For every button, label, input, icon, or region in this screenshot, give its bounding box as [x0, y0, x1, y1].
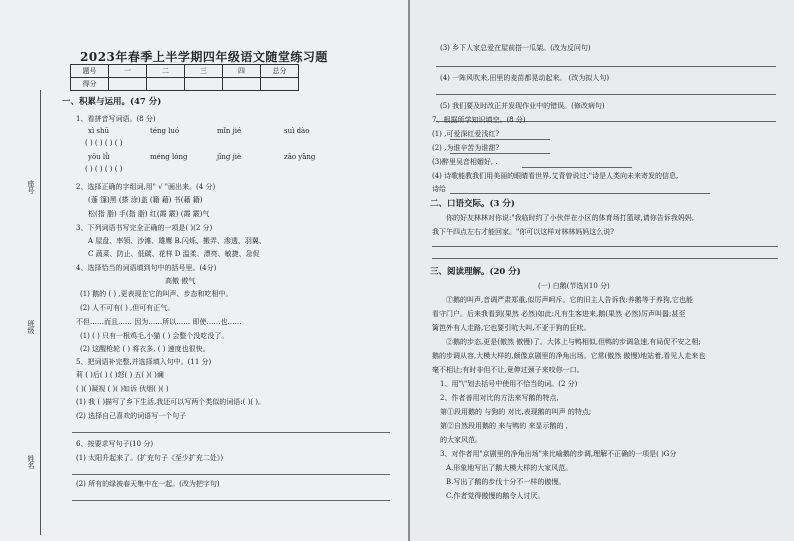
- section-3-heading: 三、阅读理解。(20 分): [430, 267, 521, 277]
- answer-line[interactable]: [436, 66, 776, 67]
- conjunction-choices: 不但……而且…… 因为……所以…… 即使……也……: [76, 318, 242, 326]
- answer-line[interactable]: [522, 167, 632, 168]
- answer-option[interactable]: A.形象地写出了鹅大模大样的大家风范。: [446, 464, 573, 472]
- question-4: 4、选择恰当的词语填到句中的括号里。(4分): [76, 264, 217, 272]
- question-3: 3、下列词语书写完全正确的一项是( )(2 分): [76, 224, 213, 232]
- score-row-label: 得分: [71, 78, 109, 91]
- question-2-row[interactable]: 松(指 脂) 手(指 脂) 红(霞 霰) (霞 霰)气: [88, 210, 210, 218]
- answer-line[interactable]: [436, 94, 776, 95]
- answer-line[interactable]: [432, 246, 778, 247]
- question-3-option: A 屋盘、率领、沙滩、雄鹰 B.闪烁、搬弄、渗透、羽翼、: [88, 237, 266, 245]
- pinyin: jīng jiè: [217, 153, 242, 161]
- idiom-row[interactable]: ( )( )凝视 ( )( )如诉 伙烟( )( ): [76, 385, 169, 393]
- poem-fill[interactable]: (3)醉里吴音相媚好, .: [432, 158, 498, 166]
- exam-title: 2023年春季上半学期四年级语文随堂练习题: [80, 50, 328, 64]
- poem-fill: (4) 诗歌能教我们用美丽的眼睛看世界,艾青曾说过:"诗是人类向未来寄发的信息,: [432, 172, 679, 180]
- question-6-2: (2) 所有的绿被春天集中在一起。(改为把字句): [76, 480, 220, 488]
- fill-sentence[interactable]: (1) 鹅的 ( ) ,更表现在它的叫声、步态和吃相中。: [80, 290, 233, 298]
- side-label-class: 班级: [27, 320, 35, 334]
- answer-line[interactable]: [72, 474, 390, 475]
- answer-line[interactable]: [72, 500, 390, 501]
- answer-line[interactable]: [450, 139, 550, 140]
- score-header-cell: 三: [185, 65, 223, 78]
- score-header-cell: 题号: [71, 65, 109, 78]
- pinyin: zāo yāng: [284, 153, 316, 161]
- answer-parens[interactable]: ( ) ( ) ( ) ( ): [85, 165, 123, 173]
- score-cell[interactable]: [147, 78, 185, 91]
- passage-line[interactable]: ②鹅的步态,更是(傲然 傲慢)了。大体上与鸭相似,但鸭的步调急速,有局促不安之相;: [446, 338, 701, 346]
- answer-line[interactable]: [432, 258, 778, 259]
- passage-line[interactable]: 看守门户。后来我看到(果然 必然)如此:凡有生客进来,鹅(果然 必然)厉声叫嚣;甚至: [432, 310, 686, 318]
- question-5: 5、把词语补完整,并选择填入句中。(11 分): [76, 358, 212, 366]
- right-page: [410, 0, 794, 541]
- pinyin: téng luó: [150, 127, 180, 135]
- pinyin: xì shū: [88, 127, 110, 135]
- reading-question-1: 1、用"\"划去括号中使用不恰当的词。(2 分): [440, 380, 578, 388]
- oral-prompt: 你的好友林林对你说:"我临时约了小伙伴在小区的体育场打篮球,请你告诉我妈妈,: [446, 214, 695, 222]
- question-7: 7、根据所学知识填空。(8 分): [432, 116, 526, 124]
- score-header-cell: 四: [223, 65, 261, 78]
- passage-line: 篱笆外有人走路,它也要引吭大叫,不亚于狗的狂吠。: [432, 324, 591, 332]
- pinyin: méng lóng: [150, 153, 188, 161]
- fill-sentence: (2) 选择自己喜欢的词语写一个句子: [76, 412, 187, 420]
- poem-fill[interactable]: (2) ,为谁辛苦为谁甜?: [432, 144, 500, 152]
- answer-line[interactable]: [450, 193, 710, 194]
- score-cell[interactable]: [185, 78, 223, 91]
- oral-prompt: 我下午四点左右才能回家。"你可以这样对林林妈妈这么说?: [432, 228, 614, 236]
- passage-line[interactable]: 鹅的步调从容,大模大样的,颇像京剧里的净角出场。它常(傲然 傲慢)地站着,看见人走来也: [432, 352, 706, 360]
- score-cell[interactable]: [109, 78, 147, 91]
- fill-sentence[interactable]: 的大家风范。: [440, 436, 482, 444]
- passage-title: (一) 白鹅(节选)(10 分): [538, 282, 610, 290]
- fill-sentence[interactable]: (1) 我 ( )描写了乡下生活,我还可以写两个类似的词语:( )( )。: [76, 398, 266, 406]
- answer-option[interactable]: C.作者觉得傲慢的鹅令人讨厌。: [446, 492, 545, 500]
- answer-parens[interactable]: ( ) ( ) ( ) ( ): [85, 139, 123, 147]
- passage-line: 毫不相让;有时非但不让,竟伸过颈子来咬你一口。: [432, 366, 584, 374]
- question-6-5: (5) 我们要及时改正并发现作业中的错误。(修改病句): [440, 102, 605, 110]
- question-3-option: C 蔬菜、防止、低碳、花样 D 温柔、漂亮、敏捷、急促: [88, 250, 260, 258]
- fill-sentence[interactable]: 第①段用鹅的 与狗的 对比,表现鹅的叫声 的特点;: [440, 408, 592, 416]
- idiom-row[interactable]: 莉 ( )后( ) ( )怒( ) 五( )( )斓: [76, 371, 164, 379]
- side-label-name: 姓名: [27, 455, 35, 469]
- word-choices: 高傲 傲气: [165, 277, 196, 285]
- question-2: 2、选择正确的字组词,用" √ "画出来。(4 分): [76, 183, 216, 191]
- score-table: [70, 64, 299, 91]
- fill-sentence[interactable]: (1) ( ) 只有一根鸡毛,小猫 ( ) 会整个没吃没了。: [80, 332, 229, 340]
- section-2-heading: 二、口语交际。(3 分): [430, 199, 515, 209]
- question-6-3: (3) 乡下人家总爱在屋前搭一瓜架。(改为反问句): [440, 44, 591, 52]
- score-header-cell: 二: [147, 65, 185, 78]
- score-header-cell: 总分: [261, 65, 299, 78]
- question-6: 6、按要求写句子(10 分): [76, 440, 154, 448]
- side-label-seat: 座号: [27, 180, 35, 194]
- passage-line: ①鹅的叫声,音调严肃郑重,似厉声呵斥。它的旧主人告诉我:养鹅等于养狗,它也能: [446, 296, 694, 304]
- fill-sentence[interactable]: (2) 人不可有( ) ,但可有正气。: [80, 304, 175, 312]
- section-1-heading: 一、积累与运用。(47 分): [62, 97, 162, 107]
- answer-option[interactable]: B.写出了鹅的步伐十分不一样的傲慢。: [446, 478, 566, 486]
- score-cell[interactable]: [261, 78, 299, 91]
- answer-line[interactable]: [72, 432, 390, 433]
- pinyin: yōu lǜ: [88, 153, 110, 161]
- reading-question-2: 2、作者善用对比的方法来写鹅的特点,: [440, 394, 559, 402]
- poem-fill[interactable]: (1) ,可爱深红爱浅红?: [432, 130, 500, 138]
- reading-question-3: 3、对作者用"京剧里的净角出场"来比喻鹅的步调,理解不正确的一项是( )G分: [440, 450, 677, 458]
- question-1: 1、看拼音写词语。(8 分): [76, 115, 156, 123]
- binding-line: [40, 90, 41, 535]
- question-6-4: (4) 一阵风吹来,田里的麦苗都晃动起来。 (改为拟人句): [440, 74, 610, 82]
- question-2-row[interactable]: (蓬 篷)黑 (搽 涂)盖 (籍 藉) 书(藉 籍): [88, 196, 203, 204]
- fill-sentence[interactable]: (2) 这醒枪轮 ( ) 将衣多, ( ) 速度也很快。: [80, 345, 210, 353]
- question-6-1: (1) 太阳升起来了。(扩充句子《至少扩充二处》): [76, 454, 224, 462]
- poem-fill-start: 诗给: [432, 185, 446, 193]
- answer-line[interactable]: [450, 153, 550, 154]
- pinyin: mǐn jié: [217, 127, 242, 135]
- score-cell[interactable]: [223, 78, 261, 91]
- fill-sentence[interactable]: 第②自然段用鹅的 来与鸭的 来显示鹅的 ,: [440, 422, 568, 430]
- pinyin: suì dào: [284, 127, 310, 135]
- score-header-cell: 一: [109, 65, 147, 78]
